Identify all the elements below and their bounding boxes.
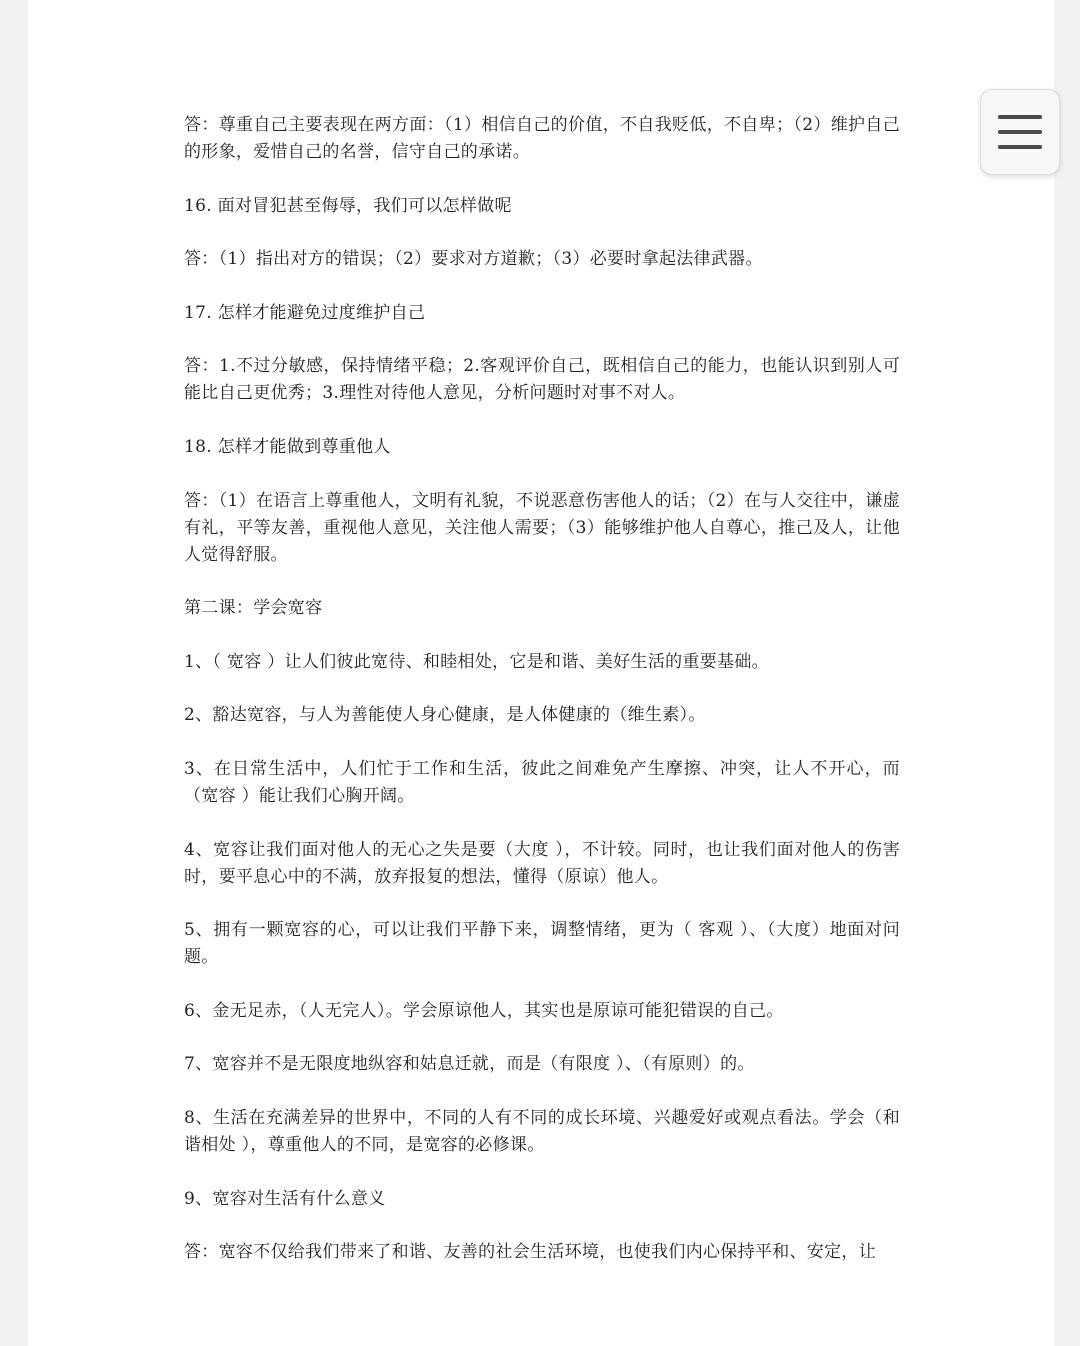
- question-9: 9、宽容对生活有什么意义: [184, 1188, 386, 1209]
- answer-16: 答：（1）指出对方的错误；（2）要求对方道歉；（3）必要时拿起法律武器。: [184, 249, 763, 270]
- item-5: 5、拥有一颗宽容的心，可以让我们平静下来，调整情绪，更为（ 客观 ）、（大度）地面对问题。: [184, 920, 900, 968]
- lesson-heading: 第二课：学会宽容: [184, 598, 323, 619]
- hamburger-menu-icon: [998, 115, 1042, 149]
- answer-respect-self: 答：尊重自己主要表现在两方面：（1）相信自己的价值，不自我贬低，不自卑；（2）维护自己的形象，爱惜自己的名誉，信守自己的承诺。: [184, 115, 900, 162]
- item-6: 6、金无足赤，（人无完人）。学会原谅他人，其实也是原谅可能犯错误的自己。: [184, 1000, 784, 1021]
- item-1: 1、（ 宽容 ）让人们彼此宽待、和睦相处，它是和谐、美好生活的重要基础。: [184, 651, 769, 672]
- answer-17: 答：1.不过分敏感，保持情绪平稳；2.客观评价自己，既相信自己的能力，也能认识到别人可能比自己更优秀；3.理性对待他人意见，分析问题时对事不对人。: [184, 356, 900, 404]
- question-18: 18. 怎样才能做到尊重他人: [184, 436, 391, 457]
- item-8: 8、生活在充满差异的世界中，不同的人有不同的成长环境、兴趣爱好或观点看法。学会（和谐相处 ），尊重他人的不同，是宽容的必修课。: [184, 1107, 900, 1155]
- item-7: 7、宽容并不是无限度地纵容和姑息迁就，而是（有限度 ）、（有原则）的。: [184, 1054, 755, 1075]
- item-3: 3、在日常生活中，人们忙于工作和生活，彼此之间难免产生摩擦、冲突，让人不开心，而（宽容 ）能让我们心胸开阔。: [184, 758, 900, 806]
- question-16: 16. 面对冒犯甚至侮辱，我们可以怎样做呢: [184, 195, 512, 216]
- answer-18: 答：（1）在语言上尊重他人，文明有礼貌，不说恶意伤害他人的话；（2）在与人交往中，谦虚有礼，平等友善，重视他人意见，关注他人需要；（3）能够维护他人自尊心，推己及人，让他人觉得舒服。: [184, 490, 900, 565]
- document-body: [184, 112, 900, 1293]
- item-4: 4、宽容让我们面对他人的无心之失是要（大度 ），不计较。同时，也让我们面对他人的伤害时，要平息心中的不满，放弃报复的想法，懂得（原谅）他人。: [184, 839, 900, 887]
- menu-button[interactable]: [980, 89, 1060, 175]
- answer-9: 答：宽容不仅给我们带来了和谐、友善的社会生活环境，也使我们内心保持平和、安定，让: [184, 1242, 876, 1263]
- item-2: 2、豁达宽容，与人为善能使人身心健康，是人体健康的（维生素）。: [184, 705, 706, 726]
- question-17: 17. 怎样才能避免过度维护自己: [184, 302, 426, 323]
